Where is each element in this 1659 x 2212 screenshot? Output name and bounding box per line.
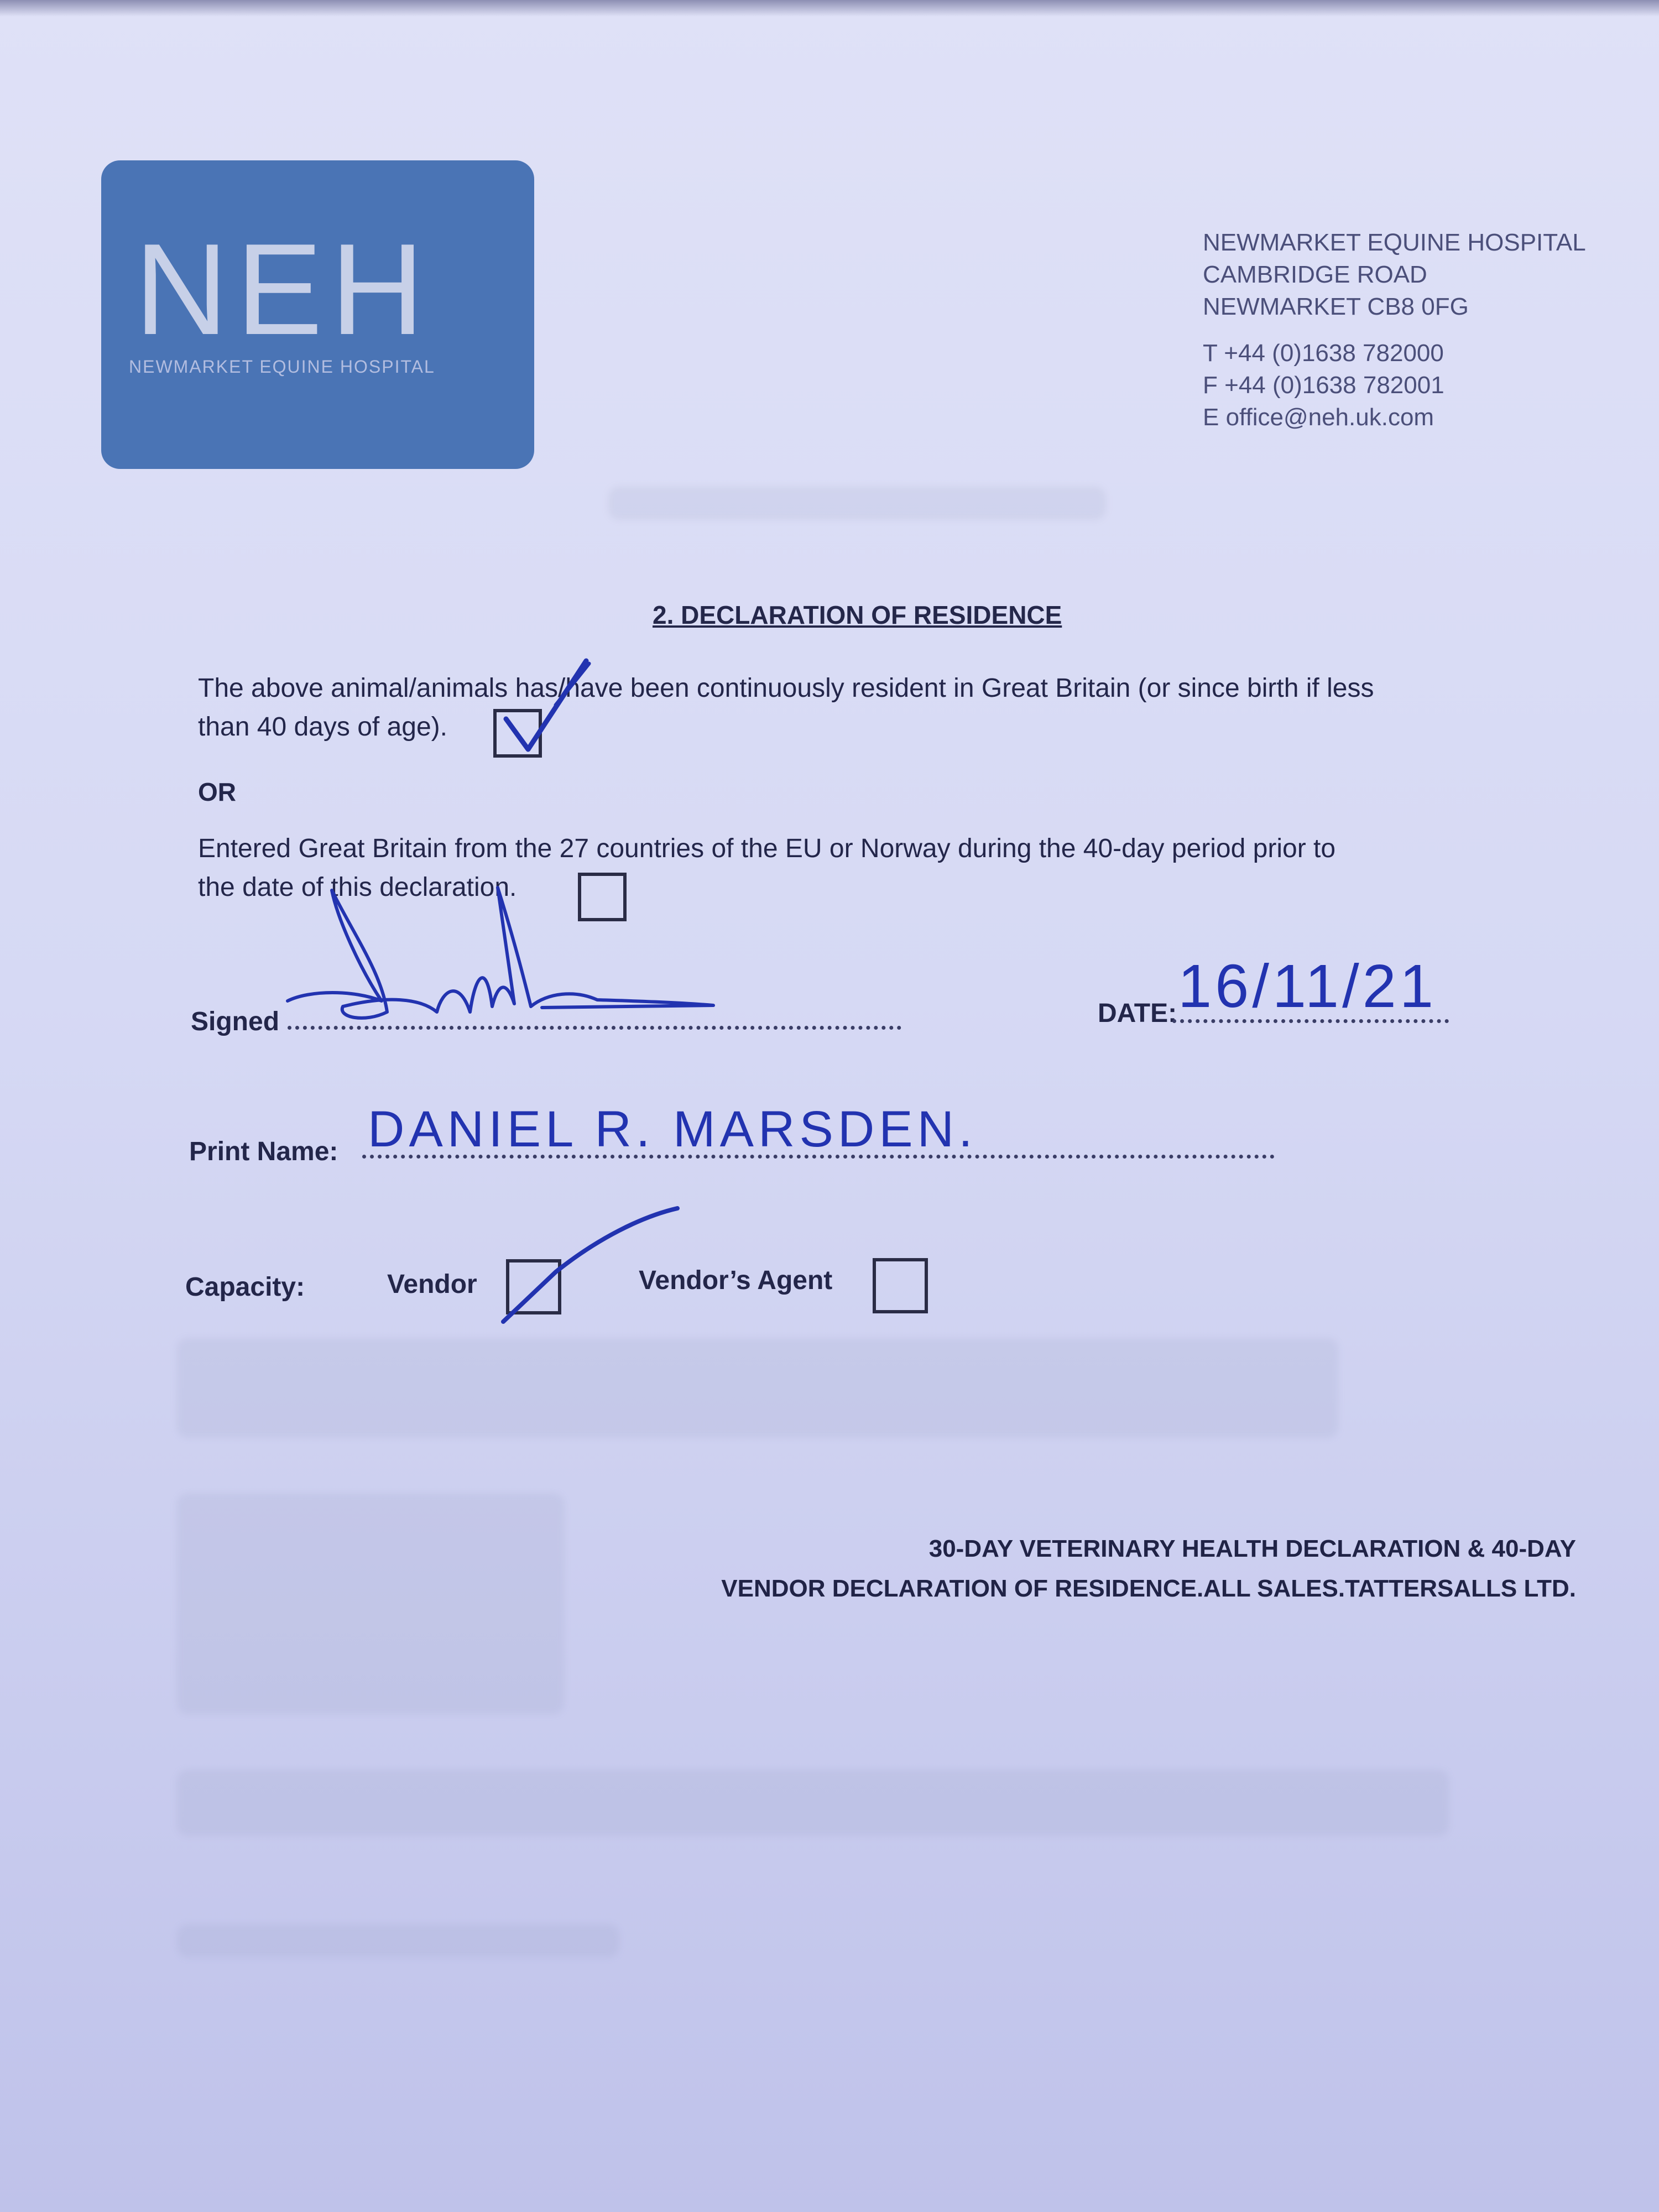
phone-number: T +44 (0)1638 782000 — [1203, 340, 1444, 367]
or-label: OR — [198, 778, 236, 806]
logo-subtitle: NEWMARKET EQUINE HOSPITAL — [129, 357, 435, 377]
footer-line2: VENDOR DECLARATION OF RESIDENCE.ALL SALES.TATTERSALLS LTD. — [721, 1575, 1576, 1602]
address-line: NEWMARKET CB8 0FG — [1203, 293, 1469, 320]
address-line: NEWMARKET EQUINE HOSPITAL — [1203, 229, 1586, 256]
option2-line1: Entered Great Britain from the 27 countries of the EU or Norway during the 40-day period prior to — [198, 834, 1336, 863]
signature-scribble — [288, 888, 713, 1018]
vendor-agent-label: Vendor’s Agent — [639, 1266, 833, 1295]
vendor-label: Vendor — [387, 1270, 477, 1299]
signed-label: Signed — [191, 1007, 280, 1036]
capacity-label: Capacity: — [185, 1272, 305, 1302]
option2-line2: the date of this declaration. — [198, 873, 517, 902]
date-label: DATE: — [1098, 999, 1177, 1028]
logo-mark: NEH — [134, 216, 432, 362]
option1-line1: The above animal/animals has/have been continuously resident in Great Britain (or since birth if less — [198, 674, 1374, 703]
address-line: CAMBRIDGE ROAD — [1203, 261, 1427, 288]
has-strike-mark — [556, 664, 589, 705]
fax-number: F +44 (0)1638 782001 — [1203, 372, 1444, 399]
section-title: 2. DECLARATION OF RESIDENCE — [653, 601, 1062, 629]
vendor-check-mark — [503, 1208, 677, 1322]
option1-line2: than 40 days of age). — [198, 712, 447, 742]
footer-line1: 30-DAY VETERINARY HEALTH DECLARATION & 40-DAY — [928, 1535, 1576, 1562]
email-address: E office@neh.uk.com — [1203, 404, 1434, 431]
print-name-label: Print Name: — [189, 1137, 338, 1166]
option1-check-mark — [506, 661, 586, 749]
print-name-handwritten: DANIEL R. MARSDEN. — [368, 1101, 977, 1157]
date-handwritten: 16/11/21 — [1178, 952, 1437, 1020]
